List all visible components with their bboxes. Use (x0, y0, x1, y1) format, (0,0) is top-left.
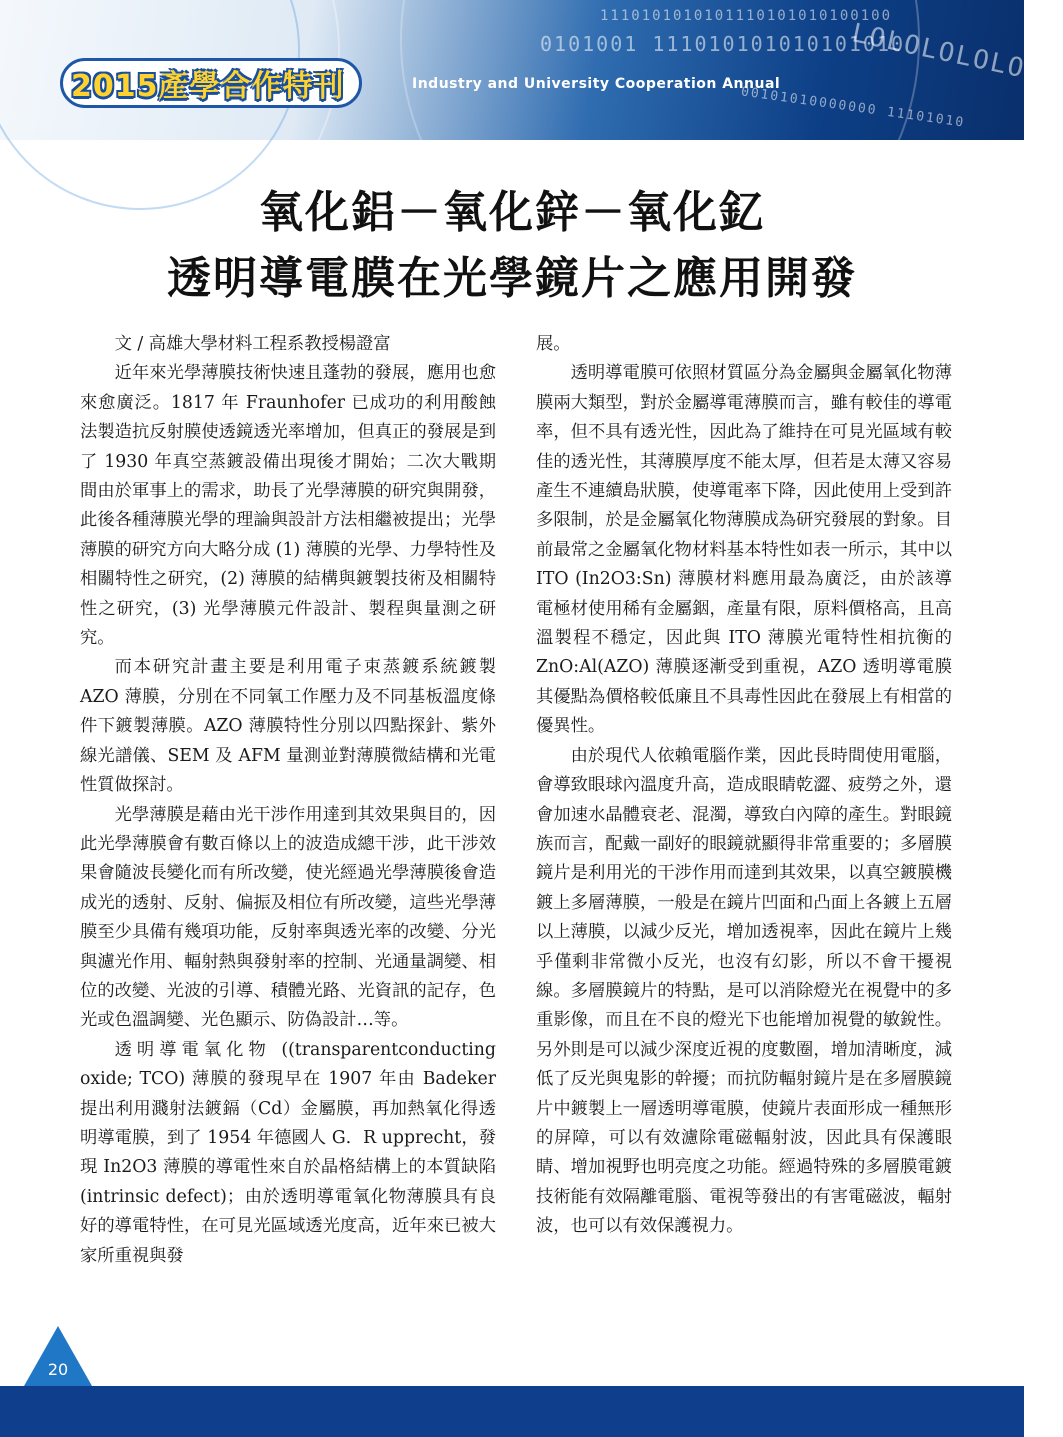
paragraph: 近年來光學薄膜技術快速且蓬勃的發展，應用也愈來愈廣泛。1817 年 Fraunhofer 已成功的利用酸蝕法製造抗反射膜使透鏡透光率增加，但真正的發展是到了 1930 年真空蒸鍍設備出現後才開始；二次大戰期間由於軍事上的需求，助長了光學薄膜的研究與開發，此後各種薄膜光學的理論與設計方法相繼被提出；光學薄膜的研究方向大略分成 (1) 薄膜的光學、力學特性及相關特性之研究，(2) 薄膜的結構與鍍製技術及相關特性之研究，(3) 光學薄膜元件設計、製程與量測之研究。 (80, 363, 496, 649)
paragraph: 透明導電膜可依照材質區分為金屬與金屬氧化物薄膜兩大類型，對於金屬導電薄膜而言，雖有較佳的導電率，但不具有透光性，因此為了維持在可見光區域有較佳的透光性，其薄膜厚度不能太厚，但若是太薄又容易產生不連續島狀膜，使導電率下降，因此使用上受到許多限制，於是金屬氧化物薄膜成為研究發展的對象。目前最常之金屬氧化物材料基本特性如表一所示，其中以 ITO (In2O3:Sn) 薄膜材料應用最為廣泛，由於該導電極材使用稀有金屬銦，產量有限，原料價格高，且高溫製程不穩定，因此與 ITO 薄膜光電特性相抗衡的 ZnO:Al(AZO) 薄膜逐漸受到重視，AZO 透明導電膜其優點為價格較低廉且不具毒性因此在發展上有相當的優異性。 (536, 363, 952, 737)
header-banner (0, 0, 1063, 140)
annual-badge: 2015產學合作特刊 (60, 58, 362, 108)
author-byline: 文 / 高雄大學材料工程系教授楊證富 (114, 334, 391, 354)
paragraph: 光學薄膜是藉由光干涉作用達到其效果與目的，因此光學薄膜會有數百條以上的波造成總干涉，此干涉效果會隨波長變化而有所改變，使光經過光學薄膜後會造成光的透射、反射、偏振及相位有所改變，這些光學薄膜至少具備有幾項功能，反射率與透光率的改變、分光與濾光作用、輻射熱與發射率的控制、光通量調變、相位的改變、光波的引導、積體光路、光資訊的記存，色光或色溫調變、光色顯示、防偽設計…等。 (80, 804, 496, 1031)
decor-binary: 00101010000000 11101010 (740, 84, 966, 131)
paragraph: 透明導電氧化物 ((transparentconducting oxide; TCO) 薄膜的發現早在 1907 年由 Badeker 提出利用濺射法鍍鎘（Cd）金屬膜，再加熱氧化得透明導電膜，到了 1954 年德國人 G．R upprecht，發現 In2O3 薄膜的導電性來自於晶格結構上的本質缺陷 (intrinsic defect)；由於透明導電氧化物薄膜具有良好的導電特性，在可見光區域透光度高，近年來已被大家所重視與發 (80, 1039, 496, 1266)
left-column (80, 330, 496, 1271)
article-title-line-1: 氧化鋁－氧化鋅－氧化釔 (259, 187, 765, 238)
decor-binary: 0101001 111010101010101010 (540, 32, 906, 56)
footer-bar (0, 1386, 1024, 1437)
paragraph-continuation: 展。 (536, 334, 571, 354)
article-title-line-2: 透明導電膜在光學鏡片之應用開發 (167, 253, 857, 304)
right-column (536, 330, 952, 1242)
paragraph: 由於現代人依賴電腦作業，因此長時間使用電腦，會導致眼球內溫度升高，造成眼睛乾澀、疲勞之外，還會加速水晶體衰老、混濁，導致白內障的產生。對眼鏡族而言，配戴一副好的眼鏡就顯得非常重要的；多層膜鏡片是利用光的干涉作用而達到其效果，以真空鍍膜機鍍上多層薄膜，一般是在鏡片凹面和凸面上各鍍上五層以上薄膜，以減少反光，增加透視率，因此在鏡片上幾乎僅剩非常微小反光，也沒有幻影，所以不會干擾視線。多層膜鏡片的特點，是可以消除燈光在視覺中的多重影像，而且在不良的燈光下也能增加視覺的敏銳性。另外則是可以減少深度近視的度數圈，增加清晰度，減低了反光與鬼影的幹擾；而抗防輻射鏡片是在多層膜鏡片中鍍製上一層透明導電膜，使鏡片表面形成一種無形的屏障，可以有效濾除電磁輻射波，因此具有保護眼睛、增加視野也明亮度之功能。經過特殊的多層膜電鍍技術能有效隔離電腦、電視等發出的有害電磁波，輻射波，也可以有效保護視力。 (536, 745, 952, 1237)
paragraph: 而本研究計畫主要是利用電子束蒸鍍系統鍍製 AZO 薄膜，分別在不同氧工作壓力及不同基板溫度條件下鍍製薄膜。AZO 薄膜特性分別以四點探針、紫外線光譜儀、SEM 及 AFM 量測並對薄膜微結構和光電性質做探討。 (80, 657, 496, 796)
annual-subtitle: Industry and University Cooperation Annual (412, 76, 781, 92)
decor-binary: LOLOLOLOLOLO (849, 18, 1063, 92)
decor-binary: 1110101010101110101010100100 (600, 8, 893, 24)
page-number: 20 (47, 1360, 69, 1379)
